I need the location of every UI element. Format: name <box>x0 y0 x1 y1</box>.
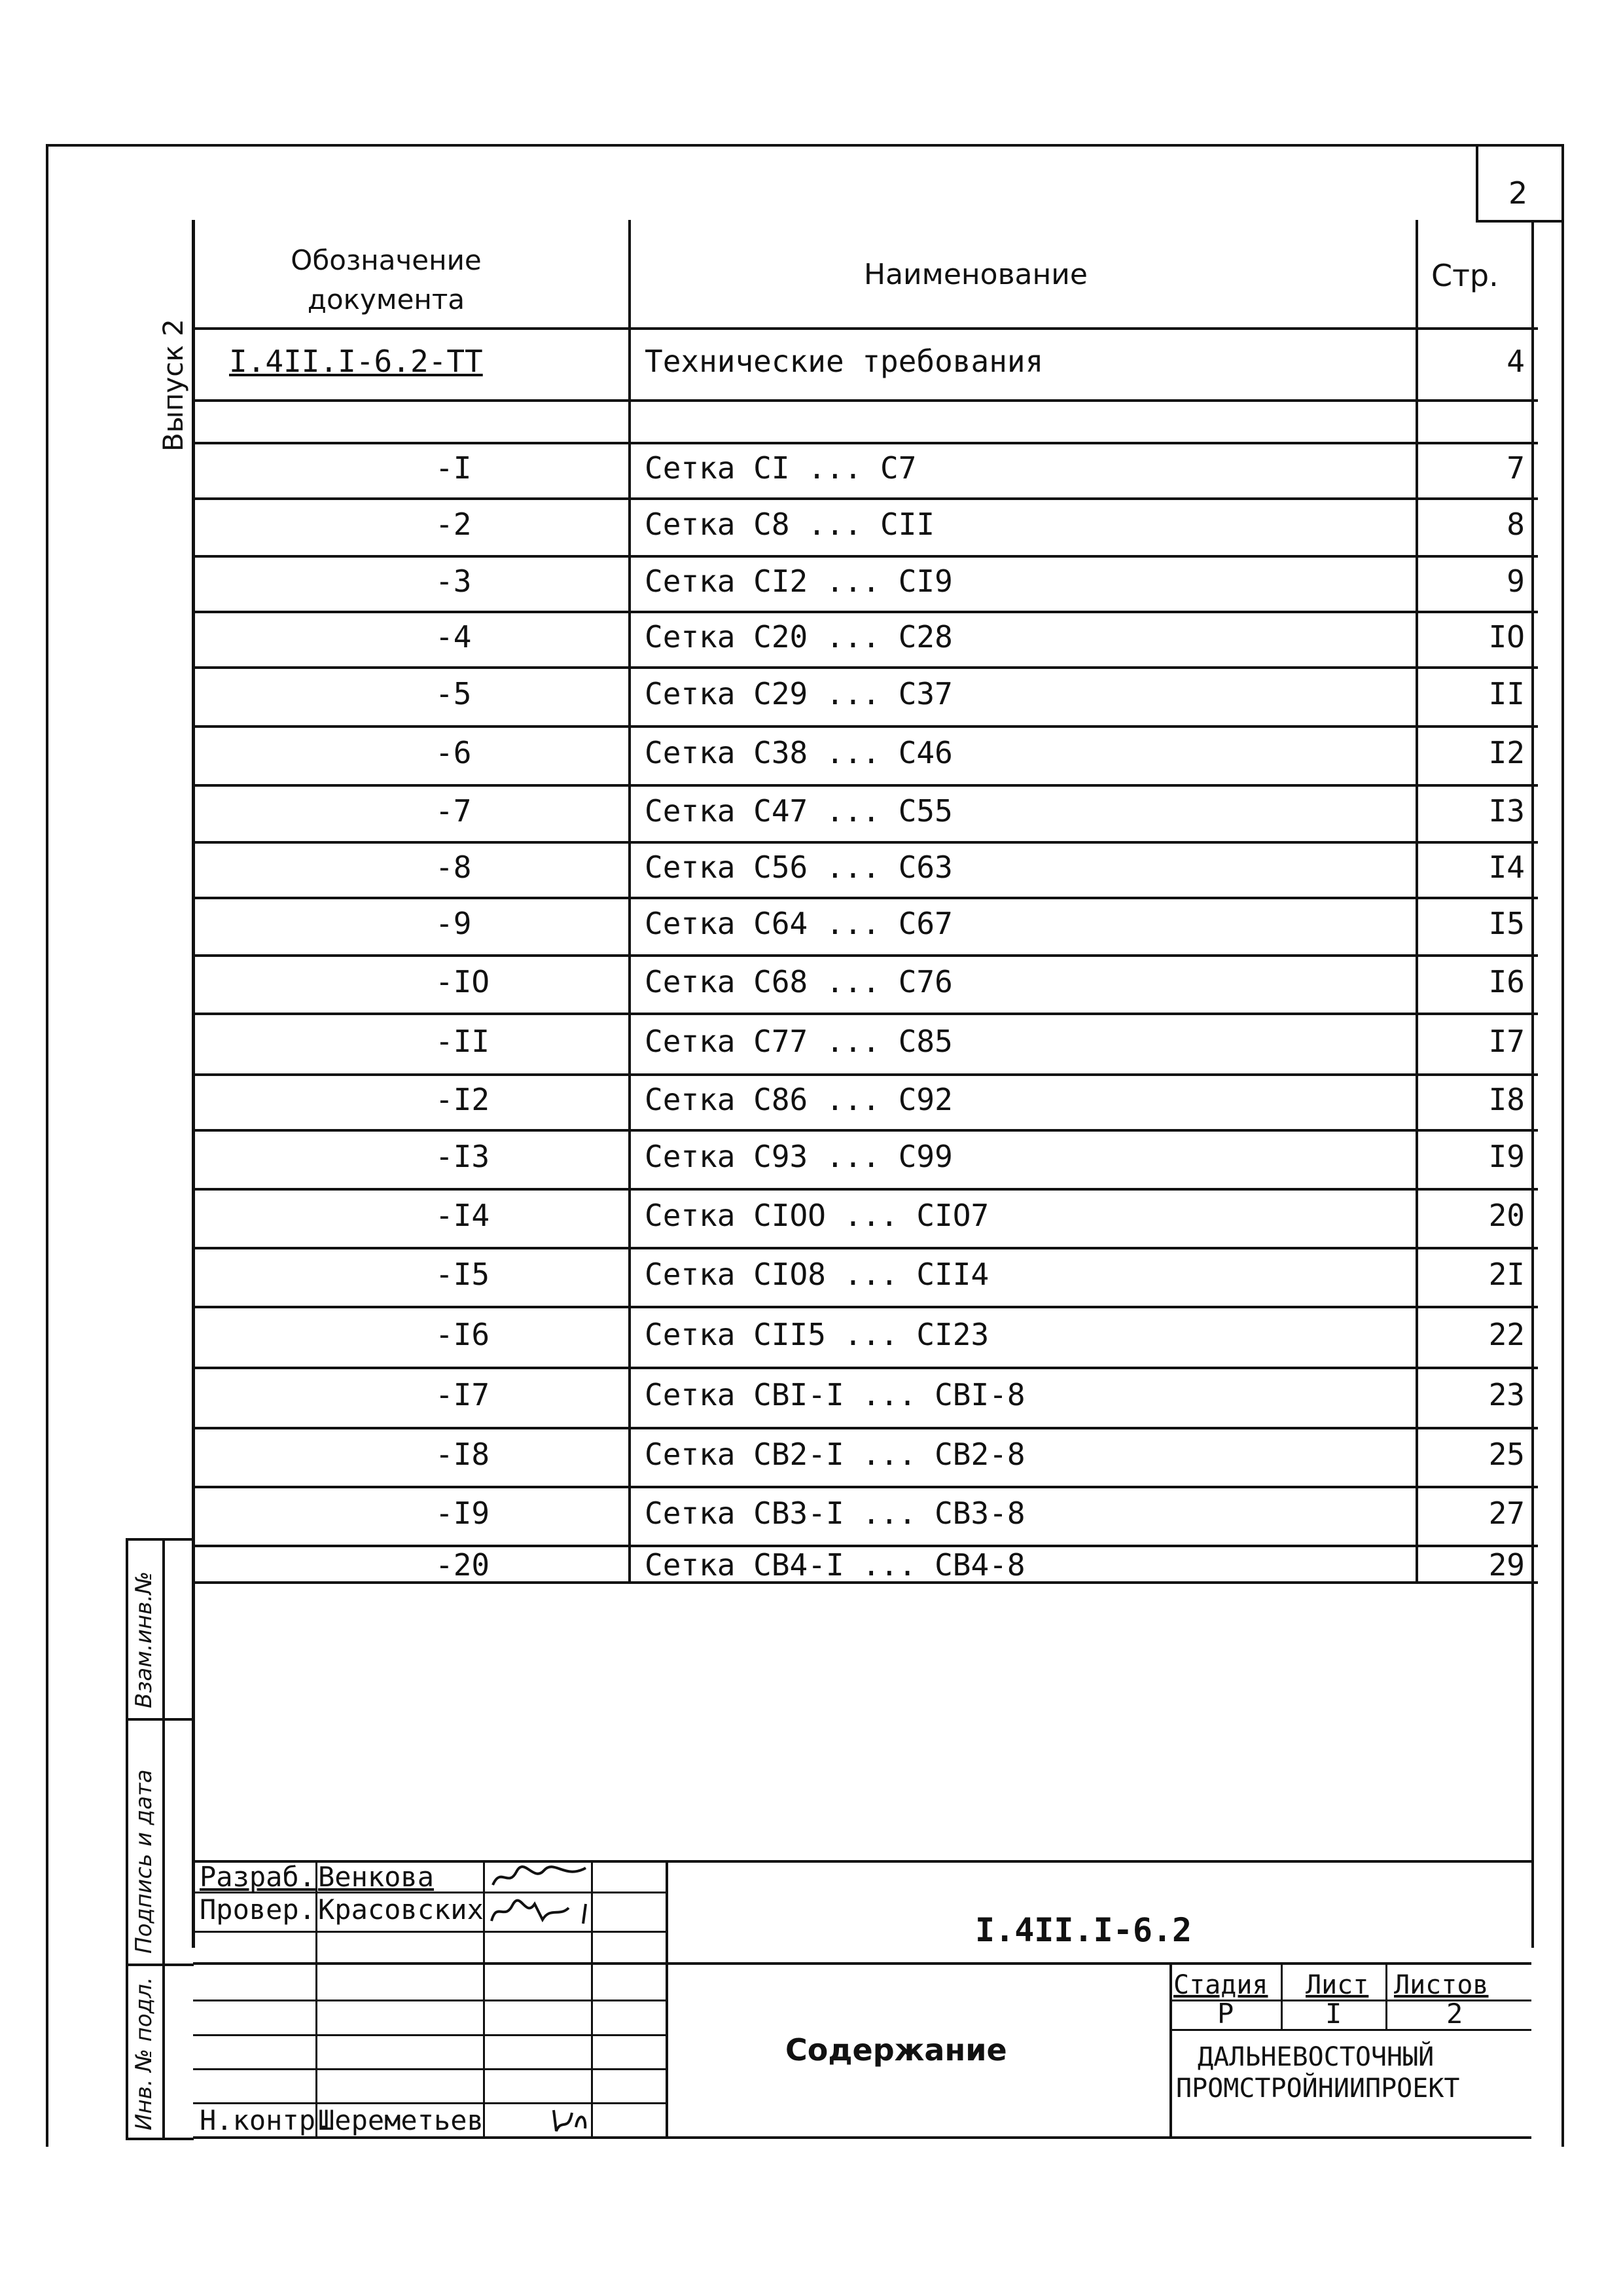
row-name: Сетка CI ... C7 <box>645 450 917 486</box>
signature-krasovskikh <box>488 1895 618 1928</box>
original-inv-label: Инв. № подл. <box>131 1977 157 2130</box>
row-page: 9 <box>1507 563 1525 599</box>
row-name: Сетка C29 ... C37 <box>645 676 953 711</box>
sheet-value: I <box>1325 1998 1342 2030</box>
row-designation: -I9 <box>435 1496 490 1531</box>
row-designation: -3 <box>435 563 472 599</box>
checked-role: Провер. <box>200 1893 316 1926</box>
table-row-line <box>193 1013 1538 1015</box>
organization-line-1: ДАЛЬНЕВОСТОЧНЫЙ <box>1198 2042 1435 2072</box>
table-row-line <box>193 784 1538 787</box>
sig-row-4 <box>193 2000 667 2001</box>
side-stamp-div-2 <box>126 1964 194 1966</box>
row-designation: -8 <box>435 849 472 885</box>
table-right-line <box>1531 220 1534 1948</box>
signature-sheremetyev <box>550 2105 589 2135</box>
header-designation <box>216 241 556 319</box>
row-page: 20 <box>1488 1198 1525 1233</box>
row-page: 22 <box>1488 1316 1525 1352</box>
table-row-line <box>193 497 1538 500</box>
row-page: I7 <box>1488 1023 1525 1059</box>
table-row-line <box>193 1188 1538 1191</box>
row-name: Сетка C68 ... C76 <box>645 963 953 999</box>
row-page: I2 <box>1488 735 1525 770</box>
row-designation: -2 <box>435 507 472 542</box>
table-left-line <box>192 220 195 1948</box>
table-row-line <box>193 1306 1538 1308</box>
side-stamp-top <box>126 1538 194 1541</box>
frame-top <box>46 144 1564 147</box>
side-stamp-mid <box>162 1538 165 2140</box>
side-stamp-div-1 <box>126 1718 194 1721</box>
sig-col-1 <box>315 1860 317 2138</box>
replaces-inv-label: Взам.инв.№ <box>131 1571 157 1708</box>
stage-block-left <box>1169 1964 1172 2138</box>
row-page: IO <box>1488 619 1525 655</box>
norm-control-name: Шереметьев <box>318 2104 484 2136</box>
signature-date-label: Подпись и дата <box>131 1769 157 1954</box>
sig-row-3 <box>193 1962 1531 1965</box>
row-name: Сетка C20 ... C28 <box>645 619 953 655</box>
table-row-line <box>193 725 1538 728</box>
table-row-line <box>193 666 1538 669</box>
row-name: Сетка CB4-I ... CB4-8 <box>645 1547 1026 1583</box>
row-name: Сетка CBI-I ... CBI-8 <box>645 1377 1026 1412</box>
table-row-line <box>193 1247 1538 1249</box>
row-name: Сетка CI2 ... CI9 <box>645 563 953 599</box>
row-name: Сетка C64 ... C67 <box>645 906 953 941</box>
table-row-line <box>193 954 1538 957</box>
row-name: Сетка C56 ... C63 <box>645 849 953 885</box>
side-stamp-left <box>126 1538 128 2140</box>
sig-row-5 <box>193 2034 667 2036</box>
table-row-line <box>193 327 1538 330</box>
row-designation: -6 <box>435 735 472 770</box>
row-page: 8 <box>1507 507 1525 542</box>
row-designation: -I6 <box>435 1316 490 1352</box>
sig-row-6 <box>193 2068 667 2070</box>
col-divider-2 <box>1416 220 1418 1581</box>
row-name: Сетка C93 ... C99 <box>645 1139 953 1174</box>
table-row-line <box>193 1427 1538 1429</box>
row-name: Сетка CII5 ... CI23 <box>645 1316 990 1352</box>
row-name: Сетка C47 ... C55 <box>645 793 953 829</box>
signature-venkova <box>488 1863 592 1892</box>
row-designation: -I4 <box>435 1198 490 1233</box>
row-designation: -5 <box>435 676 472 711</box>
row-name: Сетка C38 ... C46 <box>645 735 953 770</box>
sheets-value: 2 <box>1446 1998 1463 2030</box>
row-page: I5 <box>1488 906 1525 941</box>
row-page: I6 <box>1488 963 1525 999</box>
frame-right <box>1561 144 1564 2147</box>
header-designation-text: Обозначение документа <box>291 244 482 315</box>
col-divider-1 <box>628 220 631 1581</box>
row-page: I9 <box>1488 1139 1525 1174</box>
row-designation: -II <box>435 1023 490 1059</box>
sheet-label: Лист <box>1306 1970 1369 2000</box>
stage-value: Р <box>1217 1998 1234 2030</box>
issue-label: Выпуск 2 <box>157 319 189 452</box>
table-row-line <box>193 611 1538 613</box>
row-page: II <box>1488 676 1525 711</box>
row-name: Технические требования <box>645 344 1044 379</box>
sheet-number: 2 <box>1508 175 1528 211</box>
table-row-line <box>193 1367 1538 1369</box>
table-row-line <box>193 1486 1538 1488</box>
row-page: 27 <box>1488 1496 1525 1531</box>
stage-label: Стадия <box>1173 1970 1268 2000</box>
row-name: Сетка C77 ... C85 <box>645 1023 953 1059</box>
row-name: Сетка C86 ... C92 <box>645 1081 953 1117</box>
table-row-line <box>193 1129 1538 1132</box>
sig-col-4 <box>666 1860 668 2138</box>
row-designation: I.4II.I-6.2-TT <box>229 344 483 379</box>
norm-control-role: Н.контр. <box>200 2104 332 2136</box>
sheets-label: Листов <box>1394 1970 1489 2000</box>
table-row-line <box>193 897 1538 899</box>
table-row-line <box>193 555 1538 558</box>
sheet-number-box-left <box>1476 145 1478 223</box>
row-name: Сетка CIO8 ... CII4 <box>645 1257 990 1292</box>
row-name: Сетка CB2-I ... CB2-8 <box>645 1437 1026 1472</box>
table-row-line <box>193 1073 1538 1076</box>
row-designation: -IO <box>435 963 490 999</box>
row-name: Сетка CIOO ... CIO7 <box>645 1198 990 1233</box>
row-page: 4 <box>1507 344 1525 379</box>
row-designation: -7 <box>435 793 472 829</box>
table-row-line <box>193 841 1538 844</box>
table-row-line <box>193 399 1538 402</box>
sig-row-2 <box>193 1931 667 1933</box>
row-page: 29 <box>1488 1547 1525 1583</box>
document-title: Содержание <box>785 2032 1007 2068</box>
row-name: Сетка CB3-I ... CB3-8 <box>645 1496 1026 1531</box>
checked-name: Красовских <box>318 1893 484 1926</box>
row-page: I8 <box>1488 1081 1525 1117</box>
side-stamp-bottom <box>126 2138 194 2140</box>
row-page: I3 <box>1488 793 1525 829</box>
document-code: I.4II.I-6.2 <box>975 1911 1192 1949</box>
row-page: I4 <box>1488 849 1525 885</box>
row-name: Сетка C8 ... CII <box>645 507 935 542</box>
frame-left <box>46 144 48 2147</box>
row-designation: -I5 <box>435 1257 490 1292</box>
row-designation: -20 <box>435 1547 490 1583</box>
stage-col-1 <box>1281 1964 1283 2030</box>
row-page: 7 <box>1507 450 1525 486</box>
table-row-line <box>193 442 1538 444</box>
row-page: 23 <box>1488 1377 1525 1412</box>
developed-name: Венкова <box>318 1861 435 1893</box>
row-designation: -4 <box>435 619 472 655</box>
sheet-number-box-bottom <box>1476 220 1563 223</box>
header-name: Наименование <box>864 258 1088 291</box>
stage-col-2 <box>1385 1964 1387 2030</box>
row-designation: -I2 <box>435 1081 490 1117</box>
row-designation: -I8 <box>435 1437 490 1472</box>
row-page: 2I <box>1488 1257 1525 1292</box>
row-designation: -I3 <box>435 1139 490 1174</box>
header-page: Стр. <box>1431 258 1499 293</box>
row-designation: -9 <box>435 906 472 941</box>
row-designation: -I <box>435 450 472 486</box>
developed-role: Разраб. <box>200 1861 316 1893</box>
row-page: 25 <box>1488 1437 1525 1472</box>
organization-line-2: ПРОМСТРОЙНИИПРОЕКТ <box>1176 2073 1460 2104</box>
row-designation: -I7 <box>435 1377 490 1412</box>
title-block-bottom <box>193 2136 1531 2139</box>
